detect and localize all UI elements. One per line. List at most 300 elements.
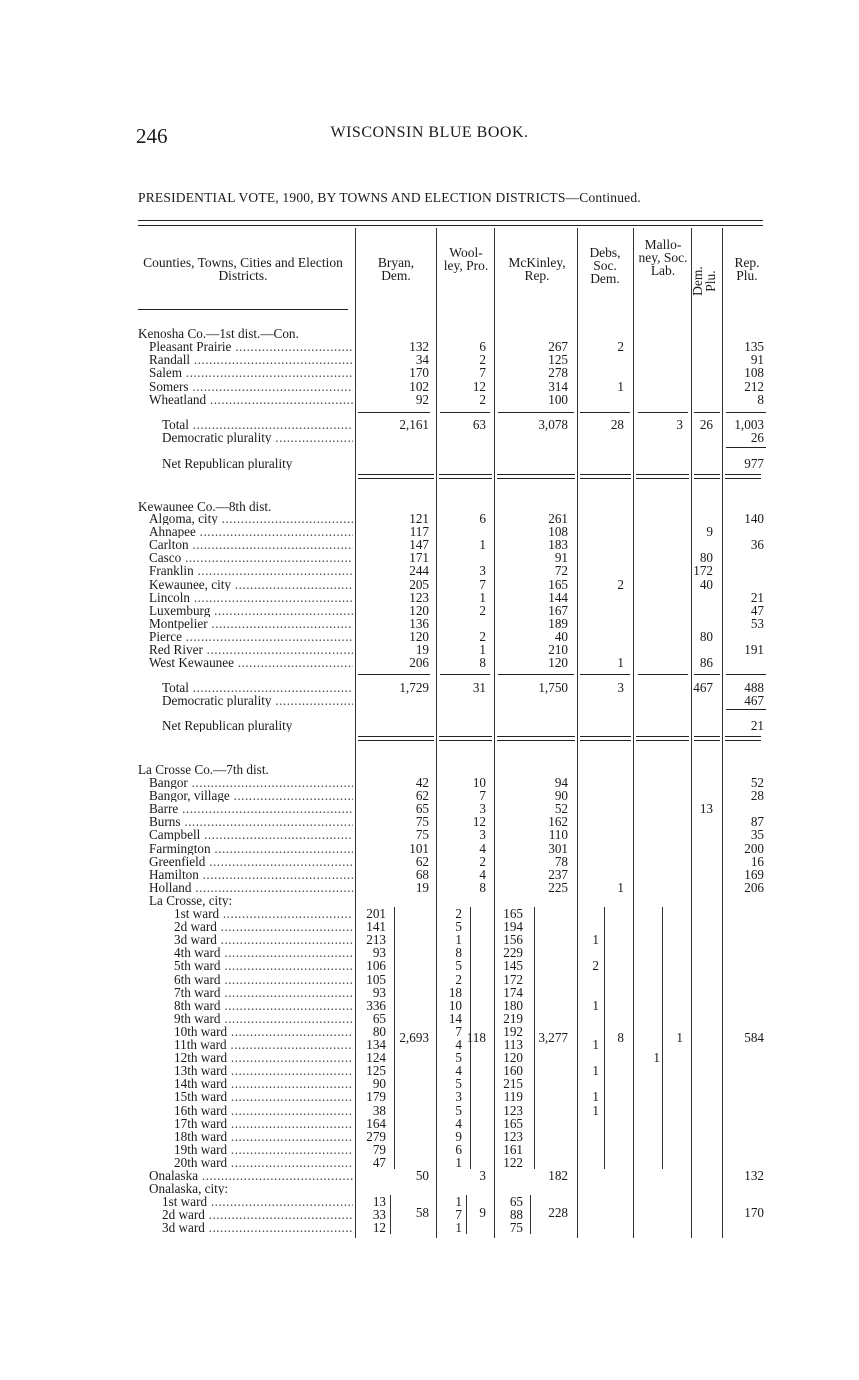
row-label: Democratic plurality ..... [162,431,353,444]
cell-wool: 2 [479,628,486,644]
cell-dem: 80 [699,628,713,644]
cell-wool: 3 [479,801,486,817]
row-label: Democratic plurality ..... [162,694,353,707]
cell-wm: 165 [503,1115,523,1131]
rule [694,412,720,413]
row-label: Farmington ..... [149,842,353,855]
cell-bryan: 171 [409,550,429,566]
cell-mck: 3,277 [538,1029,568,1045]
row-label: 16th ward ..... [174,1104,353,1117]
cell-wool: 6 [479,511,486,526]
city-label [0,1182,859,1195]
table-row [0,512,859,525]
row-label: 13th ward ..... [174,1064,353,1077]
cell-rep: 584 [744,1029,764,1045]
row-label: 15th ward ..... [174,1090,353,1103]
rule [580,674,630,675]
cell-wm: 75 [509,1220,523,1236]
rule [440,674,490,675]
cell-ww: 6 [455,1141,462,1157]
cell-mck: 162 [548,814,568,830]
cell-mck: 237 [548,866,568,882]
row-label: 9th ward ..... [174,1012,353,1025]
table-row [0,855,859,868]
cell-debs: 1 [617,378,624,394]
row-label: Barre ..... [149,802,353,815]
cell-ww: 5 [455,1076,462,1092]
row-label: Algoma, city ..... [149,512,353,525]
cell-ww: 2 [455,971,462,987]
ward-row [0,1012,859,1025]
cell-wb: 134 [366,1037,386,1052]
cell-rep: 212 [744,378,764,394]
cell-wd: 1 [592,997,599,1013]
cell-bryan: 170 [409,365,429,381]
cell-wb: 90 [372,1076,386,1092]
row-label: Total ..... [162,681,353,694]
table-row [0,340,859,353]
cell-wd: 1 [592,1063,599,1079]
county-heading [0,763,859,776]
rule [726,674,766,675]
cell-dem: 9 [706,524,713,540]
cell-wm: 65 [509,1194,523,1209]
cell-rep: 36 [750,537,764,553]
double-rule [439,474,492,475]
cell-bryan: 117 [409,524,429,540]
cell-ww: 4 [455,1063,462,1079]
cell-wool: 1 [479,537,486,553]
cell-bryan: 136 [409,615,429,631]
table-row [0,551,859,564]
row-label: Pierce ..... [149,630,353,643]
cell-wool: 7 [479,788,486,804]
cell-wm: 219 [503,1010,523,1026]
row-label: 1st ward ..... [162,1195,353,1208]
cell-wml: 1 [653,1050,660,1066]
double-rule [636,478,689,479]
cell-rep: 170 [744,1205,764,1220]
cell-mck: 91 [554,550,568,566]
cell-ww: 1 [455,932,462,948]
cell-wool: 3 [479,1168,486,1183]
cell-rep: 191 [744,642,764,657]
cell-mck: 278 [548,365,568,381]
cell-mck: 182 [548,1168,568,1183]
cell-wm: 88 [509,1207,523,1223]
rule [498,412,574,413]
cell-debs: 3 [617,680,624,695]
cell-rep: 47 [750,602,764,618]
cell-wool: 4 [479,866,486,882]
row-label: 7th ward ..... [174,986,353,999]
cell-wb: 93 [372,984,386,1000]
table-row [0,525,859,538]
ward-row [0,999,859,1012]
row-label: Montpelier ..... [149,617,353,630]
row-label: Randall ..... [149,353,353,366]
row-label: 20th ward ..... [174,1156,353,1169]
cell-rep: 135 [744,339,764,354]
cell-bryan: 205 [409,576,429,592]
cell-bryan: 132 [409,339,429,354]
county-heading-text: Kenosha Co.—1st dist.—Con. [138,327,299,340]
row-label: Bangor ..... [149,776,353,789]
cell-rep: 26 [750,430,764,445]
cell-wool: 8 [479,879,486,895]
cell-wool: 7 [479,576,486,592]
cell-wb: 33 [372,1207,386,1223]
table-row [0,393,859,406]
cell-wool: 4 [479,840,486,856]
double-rule [725,740,761,741]
double-rule [358,740,434,741]
cell-wm: 145 [503,958,523,974]
running-head: WISCONSIN BLUE BOOK. [330,124,529,141]
ward-row [0,1130,859,1143]
double-rule [580,740,631,741]
double-rule [580,474,631,475]
cell-bryan: 120 [409,602,429,618]
table-row [0,789,859,802]
col-header-woolley: Wool- ley, Pro. [443,245,489,273]
cell-rep: 206 [744,879,764,895]
cell-wm: 192 [503,1023,523,1039]
county-heading [0,327,859,340]
cell-ww: 3 [455,1089,462,1105]
cell-debs: 1 [617,879,624,895]
ward-row [0,1117,859,1130]
ward-row [0,946,859,959]
row-label: 10th ward ..... [174,1025,353,1038]
row-label: Ahnapee ..... [149,525,353,538]
row-label: Somers ..... [149,380,353,393]
row-label: La Crosse, city: [149,894,233,907]
cell-rep: 91 [750,352,764,368]
cell-wd: 1 [592,1037,599,1052]
cell-bryan: 62 [415,788,429,804]
cell-wm: 161 [503,1141,523,1157]
table-row [0,828,859,841]
cell-bryan: 123 [409,589,429,605]
cell-wb: 47 [372,1154,386,1170]
double-rule [358,736,434,737]
ward-row [0,973,859,986]
table-row [0,366,859,379]
cell-mck: 40 [554,628,568,644]
cell-wm: 119 [503,1089,523,1105]
ward-row [0,1221,859,1234]
cell-wool: 1 [479,642,486,657]
col-header-bryan: Bryan, Dem. [377,255,415,283]
row-label: Greenfield ..... [149,855,353,868]
double-rule [497,478,575,479]
cell-ww: 2 [455,906,462,921]
row-label: 14th ward ..... [174,1077,353,1090]
row-label: 18th ward ..... [174,1130,353,1143]
cell-wool: 7 [479,365,486,381]
cell-dem: 86 [699,655,713,671]
cell-wool: 3 [479,563,486,579]
row-label: Kewaunee, city ..... [149,578,353,591]
col-header-dem-plu: Dem. Plu. [690,266,718,296]
table-title: PRESIDENTIAL VOTE, 1900, BY TOWNS AND ELECTION DISTRICTS—Continued. [138,190,641,205]
cell-dem: 467 [693,680,713,695]
cell-ww: 5 [455,1102,462,1118]
cell-rep: 21 [750,718,764,733]
cell-bryan: 65 [415,801,429,817]
cell-debs: 8 [617,1029,624,1045]
cell-rep: 8 [757,391,764,407]
cell-bryan: 147 [409,537,429,553]
cell-mck: 261 [548,511,568,526]
row-label: 12th ward ..... [174,1051,353,1064]
cell-mck: 108 [548,524,568,540]
double-rule [636,474,689,475]
double-rule [580,736,631,737]
cell-wb: 213 [366,932,386,948]
row-label: 17th ward ..... [174,1117,353,1130]
ward-row [0,933,859,946]
cell-wb: 80 [372,1023,386,1039]
county-heading-text: Kewaunee Co.—8th dist. [138,500,272,513]
row-label: 3d ward ..... [174,933,353,946]
cell-wm: 180 [503,997,523,1013]
double-rule [358,474,434,475]
cell-bryan: 19 [415,879,429,895]
row-label: 3d ward ..... [162,1221,353,1234]
cell-wd: 1 [592,1102,599,1118]
cell-bryan: 92 [415,391,429,407]
cell-wb: 164 [366,1115,386,1131]
cell-wb: 65 [372,1010,386,1026]
cell-mck: 183 [548,537,568,553]
table-row [0,802,859,815]
cell-bryan: 2,161 [399,417,429,432]
cell-bryan: 75 [415,814,429,830]
table-row [0,617,859,630]
row-label: Franklin ..... [149,564,353,577]
cell-wm: 120 [503,1050,523,1066]
total-row [0,418,859,431]
cell-mck: 125 [548,352,568,368]
row-label: 4th ward ..... [174,946,353,959]
cell-wool: 2 [479,602,486,618]
row-label: Red River ..... [149,643,353,656]
row-label: Onalaska, city: [149,1182,229,1195]
table-row [0,1169,859,1182]
cell-ww: 18 [448,984,462,1000]
rule [638,674,688,675]
cell-rep: 140 [744,511,764,526]
ward-row [0,986,859,999]
cell-ww: 7 [455,1207,462,1223]
cell-bryan: 19 [415,642,429,657]
cell-wb: 105 [366,971,386,987]
cell-mal: 3 [676,417,683,432]
cell-wool: 118 [466,1029,486,1045]
row-label: Net Republican plurality [162,457,293,470]
row-label: 19th ward ..... [174,1143,353,1156]
cell-rep: 87 [750,814,764,830]
cell-wm: 194 [503,919,523,935]
cell-ww: 7 [455,1023,462,1039]
cell-mck: 78 [554,853,568,869]
cell-bryan: 102 [409,378,429,394]
cell-bryan: 50 [415,1168,429,1183]
ward-row [0,959,859,972]
cell-dem: 40 [699,576,713,592]
double-rule [694,736,720,737]
double-rule [694,474,720,475]
cell-wd: 1 [592,932,599,948]
double-rule [636,740,689,741]
cell-ww: 1 [455,1154,462,1170]
table-row [0,643,859,656]
row-label: West Kewaunee ..... [149,656,353,669]
cell-rep: 467 [744,693,764,708]
cell-rep: 977 [744,456,764,471]
row-label: Net Republican plurality [162,719,293,732]
ward-row [0,1077,859,1090]
row-label: 2d ward ..... [174,920,353,933]
cell-wb: 125 [366,1063,386,1079]
double-rule [358,478,434,479]
cell-wb: 179 [366,1089,386,1105]
cell-wm: 123 [503,1128,523,1144]
table-row [0,591,859,604]
cell-wm: 113 [503,1037,523,1052]
table-row [0,538,859,551]
cell-wm: 160 [503,1063,523,1079]
double-rule [497,736,575,737]
cell-rep: 53 [750,615,764,631]
cell-wb: 141 [366,919,386,935]
cell-mck: 267 [548,339,568,354]
row-label: Holland ..... [149,881,353,894]
cell-bryan: 75 [415,827,429,843]
rule [726,709,766,710]
cell-wm: 174 [503,984,523,1000]
cell-wool: 2 [479,352,486,368]
cell-rep: 132 [744,1168,764,1183]
cell-wool: 31 [472,680,486,695]
cell-mck: 90 [554,788,568,804]
double-rule [497,474,575,475]
cell-wb: 38 [372,1102,386,1118]
row-label: 8th ward ..... [174,999,353,1012]
page-number: 246 [136,124,168,148]
cell-mck: 189 [548,615,568,631]
cell-wool: 12 [472,814,486,830]
row-label: Pleasant Prairie ..... [149,340,353,353]
cell-ww: 1 [455,1194,462,1209]
cell-ww: 4 [455,1037,462,1052]
cell-ww: 5 [455,1050,462,1066]
total-row [0,681,859,694]
cell-dem: 80 [699,550,713,566]
cell-bryan: 244 [409,563,429,579]
cell-dem: 172 [693,563,713,579]
double-rule [694,478,720,479]
row-label: 1st ward ..... [174,907,353,920]
rule [358,674,430,675]
cell-ww: 9 [455,1128,462,1144]
ward-row [0,1064,859,1077]
row-label: Carlton ..... [149,538,353,551]
cell-wd: 1 [592,1089,599,1105]
double-rule [439,736,492,737]
cell-rep: 169 [744,866,764,882]
row-label: 5th ward ..... [174,959,353,972]
cell-mck: 72 [554,563,568,579]
cell-wb: 12 [372,1220,386,1236]
ward-row [0,1156,859,1169]
table-row [0,656,859,669]
cell-ww: 5 [455,958,462,974]
cell-wb: 336 [366,997,386,1013]
net-rep-row [0,719,859,732]
cell-rep: 200 [744,840,764,856]
double-rule [636,736,689,737]
double-rule [694,740,720,741]
rule [440,412,490,413]
table-row [0,604,859,617]
cell-wool: 2 [479,391,486,407]
cell-debs: 1 [617,655,624,671]
ward-row [0,1143,859,1156]
cell-wool: 8 [479,655,486,671]
cell-rep: 35 [750,827,764,843]
rule [726,447,766,448]
cell-wb: 201 [366,906,386,921]
cell-wm: 172 [503,971,523,987]
rule [726,412,766,413]
row-label: Lincoln ..... [149,591,353,604]
row-label: Onalaska ..... [149,1169,353,1182]
row-label: Burns ..... [149,815,353,828]
dem-plurality-row [0,694,859,707]
col-header-mckinley: McKinley, Rep. [508,255,566,283]
cell-wb: 93 [372,945,386,961]
double-rule [725,474,761,475]
cell-wool: 3 [479,827,486,843]
cell-bryan: 34 [415,352,429,368]
table-row [0,842,859,855]
cell-bryan: 58 [415,1205,429,1220]
row-label: Total ..... [162,418,353,431]
cell-rep: 21 [750,589,764,605]
cell-bryan: 68 [415,866,429,882]
row-label: Bangor, village ..... [149,789,353,802]
table-row [0,564,859,577]
cell-wool: 63 [472,417,486,432]
cell-dem: 26 [699,417,713,432]
cell-mck: 301 [548,840,568,856]
cell-rep: 488 [744,680,764,695]
row-label: Campbell ..... [149,828,353,841]
cell-debs: 2 [617,576,624,592]
ward-row [0,1104,859,1117]
table-row [0,380,859,393]
double-rule [580,478,631,479]
cell-bryan: 101 [409,840,429,856]
cell-wool: 2 [479,853,486,869]
col-header-malloney: Mallo- ney, Soc. Lab. [638,237,688,278]
cell-wm: 165 [503,906,523,921]
cell-wm: 156 [503,932,523,948]
rule [638,412,688,413]
